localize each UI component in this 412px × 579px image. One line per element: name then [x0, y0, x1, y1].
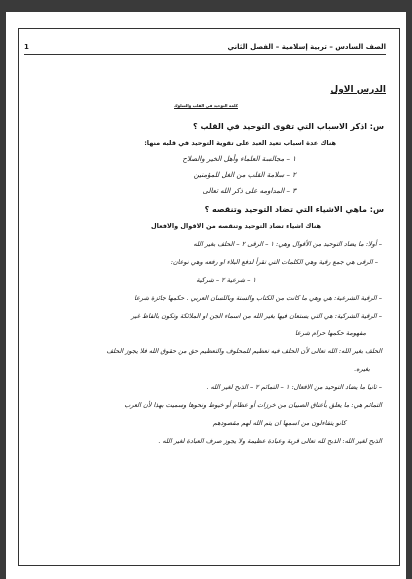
body-line: بغيره. [354, 365, 370, 373]
body-line: – الرقى هي جمع رقية وهي الكلمات التي تقرأ لدفع البلاء او رفعه وهي نوعان: [170, 258, 378, 266]
lesson-label: الدرس الاول [330, 85, 386, 95]
body-line: – الرقية الشركية: هي التي يستعان فيها بغير الله من اسماء الجن او الملائكة وتكون بالفاظ غير [131, 312, 382, 320]
question-2: س: ماهي الاشياء التي تضاد التوحيد وتنقصه ؟ [204, 205, 384, 214]
list-item: ٣ – المداومه على ذكر الله تعالى [202, 187, 296, 195]
body-line: – الرقية الشرعية: هي وهي ما كانت من الكتاب والسنة وباللسان العربي . حكمها جائزة شرعا [134, 294, 382, 302]
header-rule [24, 54, 386, 55]
body-line: كانو يتفاءلون من اسمها ان يتم الله لهم مقصودهم [212, 419, 346, 427]
body-line: التمائم هي: ما يعلق بأعناق الصبيان من خرزات أو عظام أو خيوط ونحوها وسميت بهذا لأن العرب [124, 401, 382, 409]
question-1: س: اذكر الاسباب التي تقوى التوحيد في القلب ؟ [193, 122, 384, 131]
document-page [6, 12, 406, 579]
question-1-subheading: هناك عدة اسباب تعيد العبد على تقوية التوحيد في قلبه منها: [144, 139, 336, 147]
body-line: – ثانيا ما يضاد التوحيد من الافعال: ١ – التمائم ٢ – الذبح لغير الله . [206, 383, 382, 391]
page-header [24, 43, 386, 51]
body-line: الذبح لغير الله: الذبح لله تعالى قربة وعبادة عظيمة ولا يجوز صرف العبادة لغير الله . [158, 437, 382, 445]
question-2-subheading: هناك اشياء تضاد التوحيد وتنقصه من الاقوال والافعال [151, 222, 321, 230]
list-item: ١ – مجالسة العلماء وأهل الخير والصلاح [182, 155, 296, 163]
course-title: الصف السادس – تربية إسلامية – الفصل الثاني [227, 43, 386, 51]
body-line: الحلف بغير الله: الله تعالى لأن الحلف فيه تعظيم للمحلوف والتعظيم حق من حقوق الله فلا يجوز الحلف [106, 347, 382, 355]
body-line: ١ – شرعية ٢ – شركية [196, 276, 256, 284]
list-item: ٢ – سلامة القلب من الغل للمؤمنين [193, 171, 296, 179]
body-line: – أولا: ما يضاد التوحيد من الأقوال وهي: ١ – الرقى ٢ – الحلف بغير الله [193, 240, 382, 248]
body-line: مفهومة حكمها حرام شرعا [295, 329, 366, 337]
lesson-title: كلمة التوحيد في القلب والسلوك [174, 103, 238, 108]
page-number: 1 [24, 43, 29, 51]
